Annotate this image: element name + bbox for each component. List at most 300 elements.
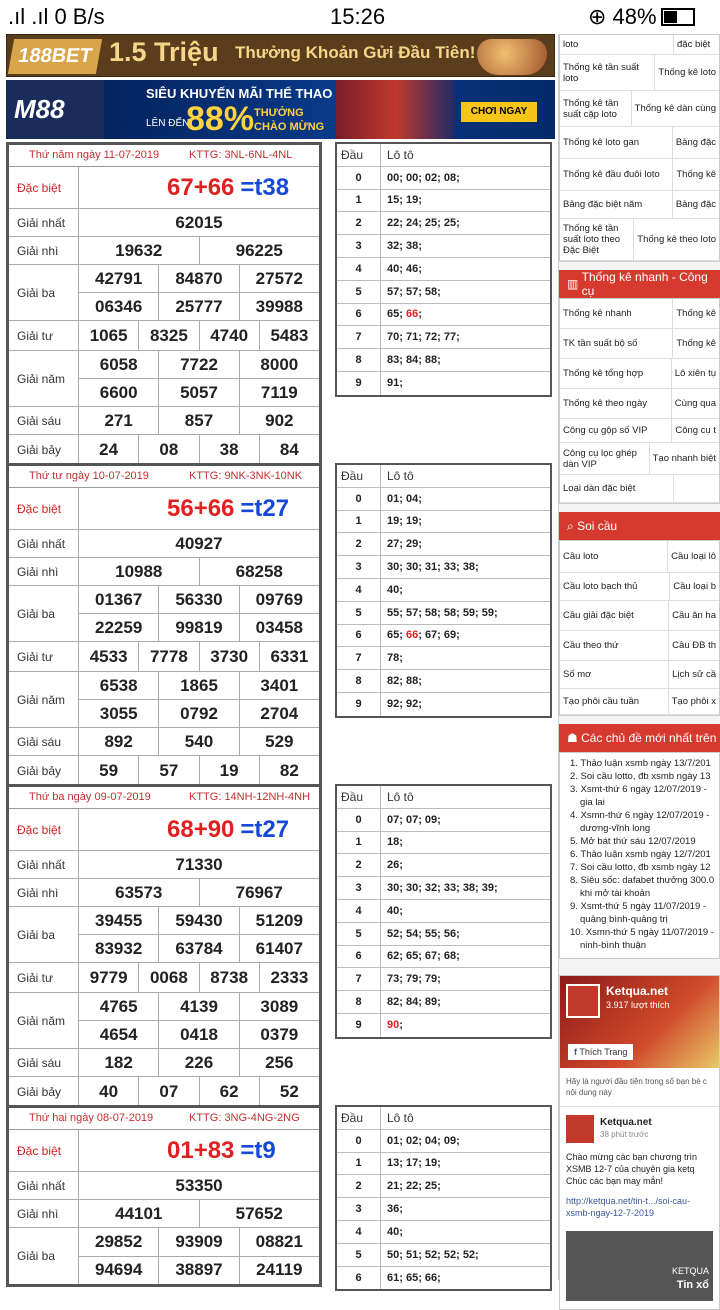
prize-number: 9779 xyxy=(89,967,128,987)
news-item[interactable]: 2. Soi cầu lotto, đb xsmb ngày 13 xyxy=(570,771,711,782)
value-line xyxy=(79,699,319,727)
news-item[interactable]: 10. Xsmn-thứ 5 ngày 11/07/2019 - xyxy=(570,927,715,938)
loto-row xyxy=(337,1221,550,1244)
news-item[interactable]: khi mở tài khoản xyxy=(580,888,651,899)
prize-number: 540 xyxy=(158,728,238,755)
sidebar-menu-row xyxy=(560,631,719,661)
prize-number: 82 xyxy=(259,756,319,786)
prize-number: 99819 xyxy=(158,614,238,641)
loto-values xyxy=(381,533,550,555)
loto-values xyxy=(381,854,550,876)
special-prize-value xyxy=(79,1130,319,1171)
post-text-3: Chúc các bạn may mắn! xyxy=(566,1176,664,1186)
loto-value-text: 01; 02; 04; 09; xyxy=(387,1134,460,1147)
loto-values xyxy=(381,602,550,624)
loto-values xyxy=(381,832,550,854)
prize-number: 08821 xyxy=(239,1228,319,1256)
prize-row-g5 xyxy=(9,351,319,407)
sidebar-link[interactable]: Cầu loại b xyxy=(673,581,716,592)
sidebar-link[interactable]: Bảng đặc xyxy=(675,137,716,148)
loto-value-text: 62; 65; 67; 68; xyxy=(387,950,460,963)
tools-menu xyxy=(559,298,720,504)
loto-row xyxy=(337,1153,550,1176)
prize-label: Giải sáu xyxy=(9,407,79,434)
result-header xyxy=(9,787,319,809)
sidebar-link[interactable]: Loại dàn đặc biệt xyxy=(560,475,674,502)
value-line xyxy=(79,672,319,699)
prize-row-g7 xyxy=(9,1077,319,1107)
special-prize-sum: 67+66 xyxy=(167,173,235,201)
sidebar-link[interactable]: Thống kê đầu đuôi loto xyxy=(560,159,673,190)
prize-label: Giải nhì xyxy=(9,1200,79,1227)
value-line xyxy=(79,407,319,434)
soi-cau-menu xyxy=(559,540,720,716)
sidebar-link[interactable]: Công cụ lọc ghép dàn VIP xyxy=(560,443,650,474)
prize-number: 03458 xyxy=(239,614,319,641)
loto-value-text: 18; xyxy=(387,836,403,849)
play-now-button[interactable]: CHƠI NGAY xyxy=(461,102,537,122)
prize-number: 0418 xyxy=(158,1021,238,1048)
sidebar-link[interactable]: loto xyxy=(560,35,674,54)
prize-label: Giải năm xyxy=(9,351,79,406)
prize-row-g4 xyxy=(9,963,319,993)
loto-head-digit: 3 xyxy=(337,877,381,899)
loto-head-digit: 6 xyxy=(337,1267,381,1290)
loto-head-digit: 2 xyxy=(337,212,381,234)
value-line xyxy=(79,1077,319,1107)
result-header xyxy=(9,1108,319,1130)
battery-icon xyxy=(661,8,695,26)
prize-number: 4765 xyxy=(99,996,138,1016)
loto-value-text: 27; 29; xyxy=(387,538,422,551)
prize-row-g1 xyxy=(9,1172,319,1200)
special-prize-note: =t9 xyxy=(240,1136,276,1164)
sidebar-menu-row xyxy=(560,191,719,219)
loto-row xyxy=(337,991,550,1014)
loto-row xyxy=(337,212,550,235)
loto-value-text: ; 67; 69; xyxy=(418,629,460,642)
prize-number: 10988 xyxy=(115,561,163,581)
post-author[interactable]: Ketqua.net xyxy=(600,1117,652,1128)
prize-label: Đặc biệt xyxy=(9,1130,79,1171)
loto-values xyxy=(381,1014,550,1037)
prize-number: 902 xyxy=(239,407,319,434)
prize-values xyxy=(79,1130,319,1171)
right-sidebar xyxy=(558,34,720,1291)
prize-label: Giải nhì xyxy=(9,237,79,264)
prize-number: 51209 xyxy=(239,907,319,934)
prize-label: Đặc biệt xyxy=(9,488,79,529)
loto-row xyxy=(337,167,550,190)
loto-head-digit: 4 xyxy=(337,900,381,922)
sidebar-link[interactable]: Thống kê theo ngày xyxy=(560,389,672,418)
sidebar-link[interactable]: Thống kê tần suất loto xyxy=(560,55,655,90)
loto-row xyxy=(337,511,550,534)
news-item[interactable]: dương-vĩnh long xyxy=(580,823,651,834)
sidebar-link[interactable]: Thống kê loto gan xyxy=(560,127,673,158)
prize-row-g2 xyxy=(9,237,319,265)
prize-number: 42791 xyxy=(95,268,143,288)
prize-number: 06346 xyxy=(95,296,143,316)
prize-values xyxy=(79,879,319,906)
fb-page-name[interactable]: Ketqua.net xyxy=(606,984,669,998)
post-link[interactable]: http://ketqua.net/tin-t.../soi-cau- xsmb-ngay-12-7-2019 xyxy=(566,1196,691,1218)
loto-value-text: 65; xyxy=(387,629,406,642)
prize-number: 7119 xyxy=(239,379,319,406)
value-line xyxy=(79,265,319,292)
post-text-2: XSMB 12-7 của chuyên gia ketq xyxy=(566,1164,695,1174)
prize-label: Giải nhì xyxy=(9,558,79,585)
prize-label: Giải nhất xyxy=(9,851,79,878)
banner-m88[interactable] xyxy=(6,80,555,139)
loto-value-text: 57; 57; 58; xyxy=(387,285,441,298)
sidebar-menu-row xyxy=(560,475,719,503)
prize-number: 93909 xyxy=(158,1228,238,1256)
prize-values xyxy=(79,407,319,434)
loto-head-digit: 6 xyxy=(337,946,381,968)
prize-number: 24119 xyxy=(239,1257,319,1285)
prize-number: 3730 xyxy=(199,642,259,671)
value-line xyxy=(79,993,319,1020)
loto-row xyxy=(337,854,550,877)
result-date[interactable]: Thứ tư ngày 10-07-2019 xyxy=(29,470,149,482)
prize-number: 4533 xyxy=(89,646,128,666)
loto-row xyxy=(337,579,550,602)
bowl-image xyxy=(477,39,547,75)
loto-head-digit: 9 xyxy=(337,693,381,716)
value-line xyxy=(79,237,319,264)
sidebar-link[interactable]: Cầu loto xyxy=(560,541,668,572)
loto-row xyxy=(337,349,550,372)
loto-table xyxy=(335,784,552,1039)
prize-label: Giải ba xyxy=(9,265,79,320)
special-prize-value xyxy=(79,488,319,529)
loto-values xyxy=(381,670,550,692)
prize-number: 44101 xyxy=(115,1203,163,1223)
prize-number: 2333 xyxy=(259,963,319,992)
prize-number: 5483 xyxy=(259,321,319,350)
sidebar-link[interactable]: Cầu giải đặc biệt xyxy=(560,601,669,630)
prize-values xyxy=(79,488,319,529)
result-date[interactable]: Thứ năm ngày 11-07-2019 xyxy=(29,149,160,161)
result-table xyxy=(6,463,322,789)
loto-head-digit: 0 xyxy=(337,1130,381,1152)
sidebar-link[interactable]: Cầu ăn ha xyxy=(672,610,716,621)
loto-value-text: ; xyxy=(418,308,422,321)
loto-head-digit: 9 xyxy=(337,372,381,395)
prize-number: 6538 xyxy=(99,675,138,695)
loto-row xyxy=(337,877,550,900)
result-date[interactable]: Thứ hai ngày 08-07-2019 xyxy=(29,1112,154,1124)
sidebar-link[interactable] xyxy=(674,475,719,502)
sidebar-link[interactable]: Tạo phôi cầu tuần xyxy=(560,689,669,714)
loto-value-text: 19; 19; xyxy=(387,515,422,528)
sidebar-link[interactable]: Cầu loại lô xyxy=(671,551,716,562)
loto-value-text: 82; 88; xyxy=(387,675,422,688)
section-header-quick-stats: ▥ Thống kê nhanh - Công cụ xyxy=(559,270,720,298)
sidebar-link[interactable]: Thống kê dàn cùng xyxy=(634,103,716,114)
news-item[interactable]: 9. Xsmt-thứ 5 ngày 11/07/2019 - xyxy=(570,901,707,912)
news-item[interactable]: 1. Thảo luận xsmb ngày 13/7/201 xyxy=(570,758,711,769)
value-line xyxy=(79,851,319,878)
banner-prefix: LÊN ĐẾN xyxy=(146,118,190,129)
prize-row-g4 xyxy=(9,642,319,672)
news-item[interactable]: 8. Siêu sốc: dafabet thưởng 300.0 xyxy=(570,875,715,886)
prize-number: 84870 xyxy=(158,265,238,292)
prize-number: 24 xyxy=(99,440,119,459)
news-item[interactable]: 5. Mở bát thứ sáu 12/07/2019 xyxy=(570,836,696,847)
news-item[interactable]: 6. Thảo luận xsmb ngày 12/7/201 xyxy=(570,849,711,860)
loto-values xyxy=(381,1244,550,1266)
prize-number: 29852 xyxy=(95,1231,143,1251)
loto-values xyxy=(381,809,550,831)
prize-values xyxy=(79,321,319,350)
prize-number: 38 xyxy=(199,435,259,465)
loto-head-digit: 5 xyxy=(337,923,381,945)
loto-head-digit: 6 xyxy=(337,304,381,326)
loto-head-loto: Lô tô xyxy=(387,1110,414,1125)
result-table xyxy=(6,784,322,1110)
sidebar-menu-row xyxy=(560,573,719,601)
prize-number: 6058 xyxy=(99,354,138,374)
loto-row xyxy=(337,900,550,923)
sidebar-link[interactable]: Thống kê nhanh xyxy=(560,299,673,328)
post-avatar xyxy=(566,1115,594,1143)
loto-value-text: 70; 71; 72; 77; xyxy=(387,331,460,344)
prize-number: 25777 xyxy=(158,293,238,320)
sidebar-link[interactable]: Thống kê xyxy=(676,308,716,319)
loto-row xyxy=(337,488,550,511)
news-item[interactable]: gia lai xyxy=(580,797,605,808)
loto-values xyxy=(381,235,550,257)
sidebar-link[interactable]: Tạo phôi x xyxy=(671,696,716,707)
sidebar-menu-row xyxy=(560,219,719,261)
sidebar-link[interactable]: Công cụ gộp số VIP xyxy=(560,419,672,442)
prize-values xyxy=(79,851,319,878)
value-line xyxy=(79,586,319,613)
fb-like-count: 3.917 lượt thích xyxy=(606,1000,670,1010)
loto-head-digit: 1 xyxy=(337,190,381,212)
chart-icon: ▥ xyxy=(567,277,582,291)
prize-values xyxy=(79,351,319,406)
banner-188bet[interactable] xyxy=(6,34,555,77)
news-list xyxy=(559,752,720,959)
loto-value-text: 26; xyxy=(387,859,403,872)
prize-number: 40927 xyxy=(175,533,223,553)
value-line xyxy=(79,907,319,934)
sidebar-link[interactable]: Bảng đặc biệt năm xyxy=(560,191,673,218)
loto-value-text: 92; 92; xyxy=(387,698,422,711)
special-prize-sum: 01+83 xyxy=(167,1136,235,1164)
prize-number: 56330 xyxy=(158,586,238,613)
prize-number: 84 xyxy=(259,435,319,465)
sidebar-menu-row xyxy=(560,419,719,443)
loto-values xyxy=(381,1198,550,1220)
sidebar-link[interactable]: Cầu loto bạch thủ xyxy=(560,573,670,600)
loto-row xyxy=(337,832,550,855)
loto-head-digit: 0 xyxy=(337,809,381,831)
sidebar-link[interactable]: TK tần suất bộ số xyxy=(560,329,673,358)
sidebar-link[interactable]: Thống kê tần suất loto theo Đặc Biệt xyxy=(560,219,634,260)
sidebar-link[interactable]: Lịch sử cầ xyxy=(672,669,716,680)
prize-values xyxy=(79,586,319,641)
loto-values xyxy=(381,877,550,899)
prize-values xyxy=(79,1077,319,1107)
sidebar-link[interactable]: Thống kê xyxy=(676,169,716,180)
prize-number: 09769 xyxy=(239,586,319,613)
sidebar-link[interactable]: Thống kê tổng hợp xyxy=(560,359,672,388)
prize-row-g1 xyxy=(9,851,319,879)
prize-number: 7778 xyxy=(138,642,198,671)
value-line xyxy=(79,613,319,641)
loto-value-text: 40; xyxy=(387,904,403,917)
loto-value-text: 30; 30; 31; 33; 38; xyxy=(387,561,479,574)
loto-header xyxy=(337,465,550,488)
sidebar-link[interactable]: Thống kê loto xyxy=(658,67,716,78)
loto-values xyxy=(381,946,550,968)
prize-values xyxy=(79,435,319,465)
value-line xyxy=(79,1256,319,1285)
post-time: 38 phút trước xyxy=(600,1130,649,1139)
loto-values xyxy=(381,167,550,189)
prize-values xyxy=(79,993,319,1048)
sidebar-menu-row xyxy=(560,601,719,631)
status-bar xyxy=(0,0,720,34)
prize-row-g7 xyxy=(9,756,319,786)
prize-values xyxy=(79,530,319,557)
sidebar-link[interactable]: Số mơ xyxy=(560,661,669,688)
prize-values xyxy=(79,265,319,320)
sidebar-link[interactable]: Cầu ĐB th xyxy=(672,640,716,651)
sidebar-link[interactable]: Cùng qua xyxy=(674,398,716,409)
loto-row xyxy=(337,625,550,648)
result-kttg: KTTG: 3NL-6NL-4NL xyxy=(189,149,293,161)
loto-head-dau: Đầu xyxy=(337,786,381,808)
special-prize-value xyxy=(79,809,319,850)
value-line xyxy=(79,292,319,320)
prize-values xyxy=(79,1049,319,1076)
special-prize-value xyxy=(79,167,319,208)
prize-number: 39988 xyxy=(239,293,319,320)
loto-special-value: 66 xyxy=(405,629,419,642)
post-image[interactable] xyxy=(566,1231,713,1301)
loto-head-digit: 0 xyxy=(337,167,381,189)
special-prize-note: =t27 xyxy=(240,494,290,522)
loto-head-digit: 1 xyxy=(337,832,381,854)
loto-value-text: 22; 24; 25; 25; xyxy=(387,217,460,230)
banner-suffix: THƯỞNG CHÀO MỪNG xyxy=(254,107,325,133)
result-date[interactable]: Thứ ba ngày 09-07-2019 xyxy=(29,791,151,803)
news-item[interactable]: 4. Xsmn-thứ 6 ngày 12/07/2019 - xyxy=(570,810,710,821)
loto-row xyxy=(337,602,550,625)
sidebar-link[interactable]: Cầu theo thứ xyxy=(560,631,669,660)
prize-label: Đặc biệt xyxy=(9,167,79,208)
loto-row xyxy=(337,1130,550,1153)
sidebar-link[interactable]: Lô xiên tụ xyxy=(674,368,716,379)
loto-values xyxy=(381,625,550,647)
loto-value-text: 91; xyxy=(387,377,403,390)
loto-head-loto: Lô tô xyxy=(387,147,414,162)
prize-row-g6 xyxy=(9,728,319,756)
like-page-button[interactable]: f Thích Trang xyxy=(568,1044,633,1060)
result-kttg: KTTG: 14NH-12NH-4NH xyxy=(189,791,311,803)
prize-number: 6331 xyxy=(259,642,319,671)
loto-head-digit: 5 xyxy=(337,281,381,303)
prize-number: 27572 xyxy=(239,265,319,292)
news-item[interactable]: quảng bình-quảng trị xyxy=(580,914,668,925)
loto-values xyxy=(381,281,550,303)
prize-number: 1865 xyxy=(158,672,238,699)
prize-label: Giải ba xyxy=(9,586,79,641)
post-image-caption: KETQUA xyxy=(671,1266,709,1276)
sidebar-menu-row xyxy=(560,443,719,475)
loto-values xyxy=(381,900,550,922)
sidebar-link[interactable]: Thống kê xyxy=(676,338,716,349)
value-line xyxy=(79,1049,319,1076)
loto-value-text: ; xyxy=(399,1019,403,1032)
sidebar-menu-row xyxy=(560,55,719,91)
prize-label: Giải nhất xyxy=(9,209,79,236)
loto-head-digit: 6 xyxy=(337,625,381,647)
sidebar-link[interactable]: Công cụ t xyxy=(675,425,716,436)
prize-number: 57652 xyxy=(199,1200,320,1227)
news-item[interactable]: 3. Xsmt-thứ 6 ngày 12/07/2019 - xyxy=(570,784,707,795)
prize-number: 0068 xyxy=(138,963,198,992)
sidebar-link[interactable]: Thống kê theo loto xyxy=(637,234,716,245)
loto-row xyxy=(337,281,550,304)
loto-head-digit: 4 xyxy=(337,258,381,280)
loto-values xyxy=(381,1130,550,1152)
post-text-1: Chào mừng các bạn chương trìn xyxy=(566,1152,698,1162)
sidebar-link[interactable]: đặc biệt xyxy=(677,39,711,50)
signal-wifi-indicator: .ıl .ıl 0 B/s xyxy=(8,4,105,29)
value-line xyxy=(79,1130,319,1171)
prize-label: Giải năm xyxy=(9,672,79,727)
loto-values xyxy=(381,304,550,326)
fb-cover[interactable] xyxy=(560,976,719,1068)
prize-values xyxy=(79,907,319,962)
prize-number: 68258 xyxy=(199,558,320,585)
loto-head-digit: 1 xyxy=(337,1153,381,1175)
loto-row xyxy=(337,647,550,670)
prize-label: Đặc biệt xyxy=(9,809,79,850)
loto-head-digit: 2 xyxy=(337,533,381,555)
brand-logo: 188BET xyxy=(8,39,102,74)
prize-number: 8000 xyxy=(239,351,319,378)
prize-label: Giải tư xyxy=(9,963,79,992)
special-prize-note: =t38 xyxy=(240,173,290,201)
loto-table xyxy=(335,1105,552,1291)
sidebar-link[interactable]: Bảng đặc xyxy=(675,199,716,210)
prize-row-g4 xyxy=(9,321,319,351)
loto-values xyxy=(381,579,550,601)
sidebar-link[interactable]: Thống kê tần suất cặp loto xyxy=(560,91,632,126)
value-line xyxy=(79,642,319,671)
prize-values xyxy=(79,809,319,850)
loto-value-text: 32; 38; xyxy=(387,240,422,253)
fb-first-note: Hãy là người đầu tiên trong số bạn bè c nội dung này xyxy=(566,1077,707,1097)
value-line xyxy=(79,1200,319,1227)
prize-values xyxy=(79,642,319,671)
news-item[interactable]: ninh-bình thuận xyxy=(580,940,647,951)
news-item[interactable]: 7. Soi cầu lotto, đb xsmb ngày 12 xyxy=(570,862,711,873)
prize-number: 71330 xyxy=(175,854,223,874)
loto-row xyxy=(337,190,550,213)
loto-head-digit: 8 xyxy=(337,991,381,1013)
sidebar-link[interactable]: Tạo nhanh biệt xyxy=(652,453,716,464)
value-line xyxy=(79,530,319,557)
loto-row xyxy=(337,1267,550,1290)
